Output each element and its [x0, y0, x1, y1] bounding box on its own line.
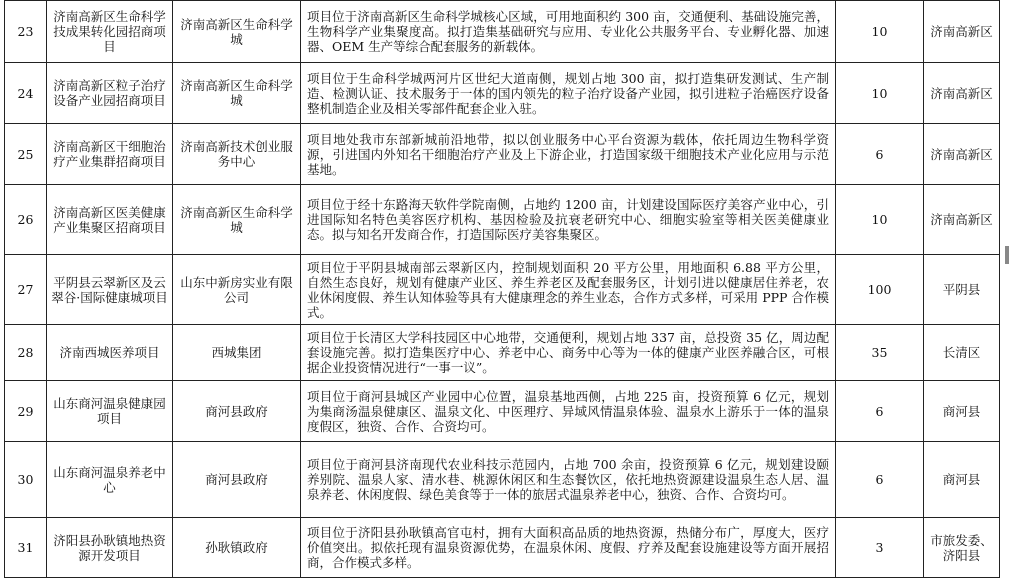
- project-description: 项目位于平阴县城南部云翠新区内，控制规划面积 20 平方公里，用地面积 6.88 平方公里，自然生态良好，规划有健康产业区、养生养老区及配套服务区，计划引进以健康居住养老，农业休闲度假、养生认知体验等具有大健康理念的养生业态，合作方式多样，可采用 PPP 合作模式。: [301, 255, 836, 325]
- project-organization: 商河县政府: [173, 381, 301, 442]
- table-row: [5, 325, 1000, 381]
- row-number: 23: [5, 1, 47, 63]
- project-description: 项目位于商河县济南现代农业科技示范园内，占地 700 余亩，投资预算 6 亿元，规划建设颐养别院、温泉人家、清水巷、桃源休闲区和生态餐饮区，依托地热资源建设温泉生态人居、温泉养老、休闲度假、绿色美食等于一体的旅居式温泉养老中心，独资、合作、合资均可。: [301, 442, 836, 518]
- project-organization: 山东中新房实业有限公司: [173, 255, 301, 325]
- investment-amount: 6: [836, 442, 924, 518]
- row-number: 31: [5, 518, 47, 578]
- investment-amount: 6: [836, 124, 924, 185]
- project-location: 济南高新区: [924, 63, 1000, 124]
- project-description: 项目位于济南高新区生命科学城核心区域，可用地面积约 300 亩，交通便利、基础设施完善，生物科学产业集聚度高。拟打造集基础研究与应用、专业化公共服务平台、专业孵化器、加速器、OEM 生产等综合配套服务的新载体。: [301, 1, 836, 63]
- project-organization: 西城集团: [173, 325, 301, 381]
- table-row: [5, 255, 1000, 325]
- row-number: 28: [5, 325, 47, 381]
- project-description: 项目位于商河县城区产业园中心位置，温泉基地西侧，占地 225 亩，投资预算 6 亿元，规划为集商汤温泉健康区、温泉文化、中医理疗、异域风情温泉体验、温泉水上游乐于一体的温泉度假区，独资、合作、合资均可。: [301, 381, 836, 442]
- project-name: 平阴县云翠新区及云翠谷·国际健康城项目: [47, 255, 173, 325]
- project-name: 济阳县孙耿镇地热资源开发项目: [47, 518, 173, 578]
- project-name: 济南高新区干细胞治疗产业集群招商项目: [47, 124, 173, 185]
- project-name: 山东商河温泉健康园项目: [47, 381, 173, 442]
- project-name: 济南高新区医美健康产业集聚区招商项目: [47, 185, 173, 255]
- investment-amount: 10: [836, 185, 924, 255]
- table-row: [5, 1, 1000, 63]
- project-organization: 孙耿镇政府: [173, 518, 301, 578]
- project-location: 济南高新区: [924, 1, 1000, 63]
- project-name: 济南高新区粒子治疗设备产业园招商项目: [47, 63, 173, 124]
- investment-amount: 6: [836, 381, 924, 442]
- table-row: [5, 381, 1000, 442]
- table-row: [5, 518, 1000, 578]
- project-description: 项目位于济阳县孙耿镇高官屯村，拥有大面积高品质的地热资源，热储分布广，厚度大，医疗价值突出。拟依托现有温泉资源优势，在温泉休闲、度假、疗养及配套设施建设等方面开展招商，合作模式多样。: [301, 518, 836, 578]
- project-organization: 济南高新区生命科学城: [173, 185, 301, 255]
- project-location: 市旅发委、济阳县: [924, 518, 1000, 578]
- project-name: 济南西城医养项目: [47, 325, 173, 381]
- investment-amount: 35: [836, 325, 924, 381]
- investment-amount: 10: [836, 1, 924, 63]
- project-location: 商河县: [924, 381, 1000, 442]
- investment-amount: 3: [836, 518, 924, 578]
- row-number: 30: [5, 442, 47, 518]
- table-row: [5, 442, 1000, 518]
- project-organization: 济南高新区生命科学城: [173, 63, 301, 124]
- project-description: 项目地处我市东部新城前沿地带，拟以创业服务中心平台资源为载体，依托周边生物科学资源，引进国内外知名干细胞治疗产业及上下游企业，打造国家级干细胞技术产业化应用与示范基地。: [301, 124, 836, 185]
- table-row: [5, 124, 1000, 185]
- scroll-marker[interactable]: [1005, 246, 1009, 264]
- project-location: 商河县: [924, 442, 1000, 518]
- row-number: 25: [5, 124, 47, 185]
- table-row: [5, 63, 1000, 124]
- project-organization: 济南高新技术创业服务中心: [173, 124, 301, 185]
- project-organization: 商河县政府: [173, 442, 301, 518]
- project-description: 项目位于生命科学城两河片区世纪大道南侧，规划占地 300 亩，拟打造集研发测试、生产制造、检测认证、技术服务于一体的国内领先的粒子治疗设备产业园，拟引进粒子治癌医疗设备整机制造企业及相关零部件配套企业入驻。: [301, 63, 836, 124]
- project-location: 济南高新区: [924, 124, 1000, 185]
- investment-amount: 100: [836, 255, 924, 325]
- project-description: 项目位于长清区大学科技园区中心地带，交通便利，规划占地 337 亩，总投资 35 亿，周边配套设施完善。拟打造集医疗中心、养老中心、商务中心等为一体的健康产业医养融合区，可根据企业投资情况进行“一事一议”。: [301, 325, 836, 381]
- project-location: 济南高新区: [924, 185, 1000, 255]
- project-description: 项目位于经十东路海天软件学院南侧，占地约 1200 亩，计划建设国际医疗美容产业中心，引进国际知名特色美容医疗机构、基因检验及抗衰老研究中心、细胞实验室等相关医美健康业态。拟与知名开发商合作，打造国际医疗美容集聚区。: [301, 185, 836, 255]
- project-name: 山东商河温泉养老中心: [47, 442, 173, 518]
- project-organization: 济南高新区生命科学城: [173, 1, 301, 63]
- project-table: [4, 0, 1000, 578]
- investment-amount: 10: [836, 63, 924, 124]
- row-number: 26: [5, 185, 47, 255]
- project-location: 平阴县: [924, 255, 1000, 325]
- row-number: 27: [5, 255, 47, 325]
- row-number: 24: [5, 63, 47, 124]
- row-number: 29: [5, 381, 47, 442]
- project-name: 济南高新区生命科学技成果转化园招商项目: [47, 1, 173, 63]
- table-row: [5, 185, 1000, 255]
- project-location: 长清区: [924, 325, 1000, 381]
